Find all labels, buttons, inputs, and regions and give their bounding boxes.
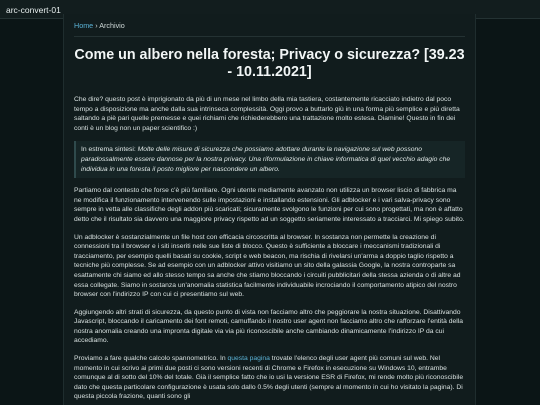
article-paragraph-5 [74, 354, 465, 402]
user-agent-list-link[interactable]: questa pagina [227, 355, 270, 363]
article-paragraph-3: Un adblocker è sostanzialmente un file host con efficacia circoscritta al browser. In sostanza non permette la creazione di connessioni tra il browser e i siti inseriti nelle sue liste di blocco. Questo è sufficiente a bloccare i meccanismi tradizionali di tracciamento, per esempio quelli basati su cookie, script e web beacon, ma rischia di rivelarsi un'arma a doppio taglio rispetto a tecniche più complesse. Se ad esempio con un adblocker attivo visitiamo un sito della galassia Google, la nostra controparte sa esattamente chi siamo ed allo stesso tempo sa anche che stiamo bloccando i circuiti pubblicitari della stessa azienda o di altre ad essa collegate. Siamo in sostanza un'anomalia statistica facilmente individuabile incrociando il comportamento atipico del nostro browser con l'indirizzo IP con cui ci presentiamo sul web. [74, 233, 461, 299]
summary-lead: In estrema sintesi: [81, 146, 138, 154]
article-paragraph-4: Aggiungendo altri strati di sicurezza, da questo punto di vista non facciamo altro che peggiorare la nostra situazione. Disattivando Javascript, bloccando il caricamento dei font remoti, camuffando il nostro user agent non facciamo altro che rafforzare l'entità della nostra anomalia creando una impronta digitale via via più riconoscibile anche cambiando dinamicamente l'indirizzo IP da cui accediamo. [74, 308, 463, 345]
breadcrumb [74, 19, 465, 37]
summary-box [74, 141, 465, 178]
article-title: Come un albero nella foresta; Privacy o sicurezza? [39.23 - 10.11.2021] [74, 47, 465, 80]
breadcrumb-separator: › [95, 21, 98, 30]
p5-after: trovate l'elenco degli user agent più comuni sul web. Nel momento in cui scrivo ai primi due posti ci sono versioni recenti di Chrome e Firefox in esecuzione su Windows 10, entrambe comunque al di sotto del 10% del totale. Già il semplice fatto che io usi la versione ESR di Firefox, mi rende molto più riconoscibile dato che questa particolare configurazione è usata solo dallo 0.5% degli utenti (sempre al momento in cui ho visitato la pagina). Di questa piccola frazione, quanti sono gli [74, 355, 464, 401]
article-intro: Che dire? questo post è imprigionato da più di un mese nel limbo della mia tastiera, costantemente ricacciato indietro dal poco tempo a disposizione ma anche dalla sua intrinseca complessità. Oggi provo a buttarlo giù in una forma più semplice e più diretta saltando a piè pari quelle premesse e quei richiami che richiederebbero una trattazione molto estesa. Diamine! Questo in fin dei conti è un blog non un paper scientifico :) [74, 96, 460, 132]
breadcrumb-current: Archivio [99, 21, 125, 30]
article-paragraph-2: Partiamo dal contesto che forse c'è più familiare. Ogni utente mediamente avanzato non utilizza un browser liscio di fabbrica ma ne modifica il funzionamento intervenendo sulle impostazioni e installando estensioni. Gli adblocker e i vari salva-privacy sono sempre in vetta alle classifiche degli addon più scaricati; sicuramente svolgono le funzioni per cui sono progettati, ma non è affatto detto che il risultato sia davvero una maggiore privacy rispetto ad un soggetto seriamente interessato a tracciarci. Mi spiego subito. [74, 187, 465, 223]
article-container [63, 14, 476, 405]
site-title[interactable]: arc-convert-01 [6, 5, 61, 15]
breadcrumb-home-link[interactable]: Home [74, 21, 94, 30]
p5-before: Proviamo a fare qualche calcolo spannometrico. In [74, 355, 228, 363]
summary-text: Molte delle misure di sicurezza che possiamo adottare durante la navigazione sul web possono paradossalmente essere dannose per la nostra privacy. Una riformulazione in chiave informatica di quel vecchio adagio che individua in una foresta il posto migliore per nascondere un albero. [81, 146, 451, 173]
